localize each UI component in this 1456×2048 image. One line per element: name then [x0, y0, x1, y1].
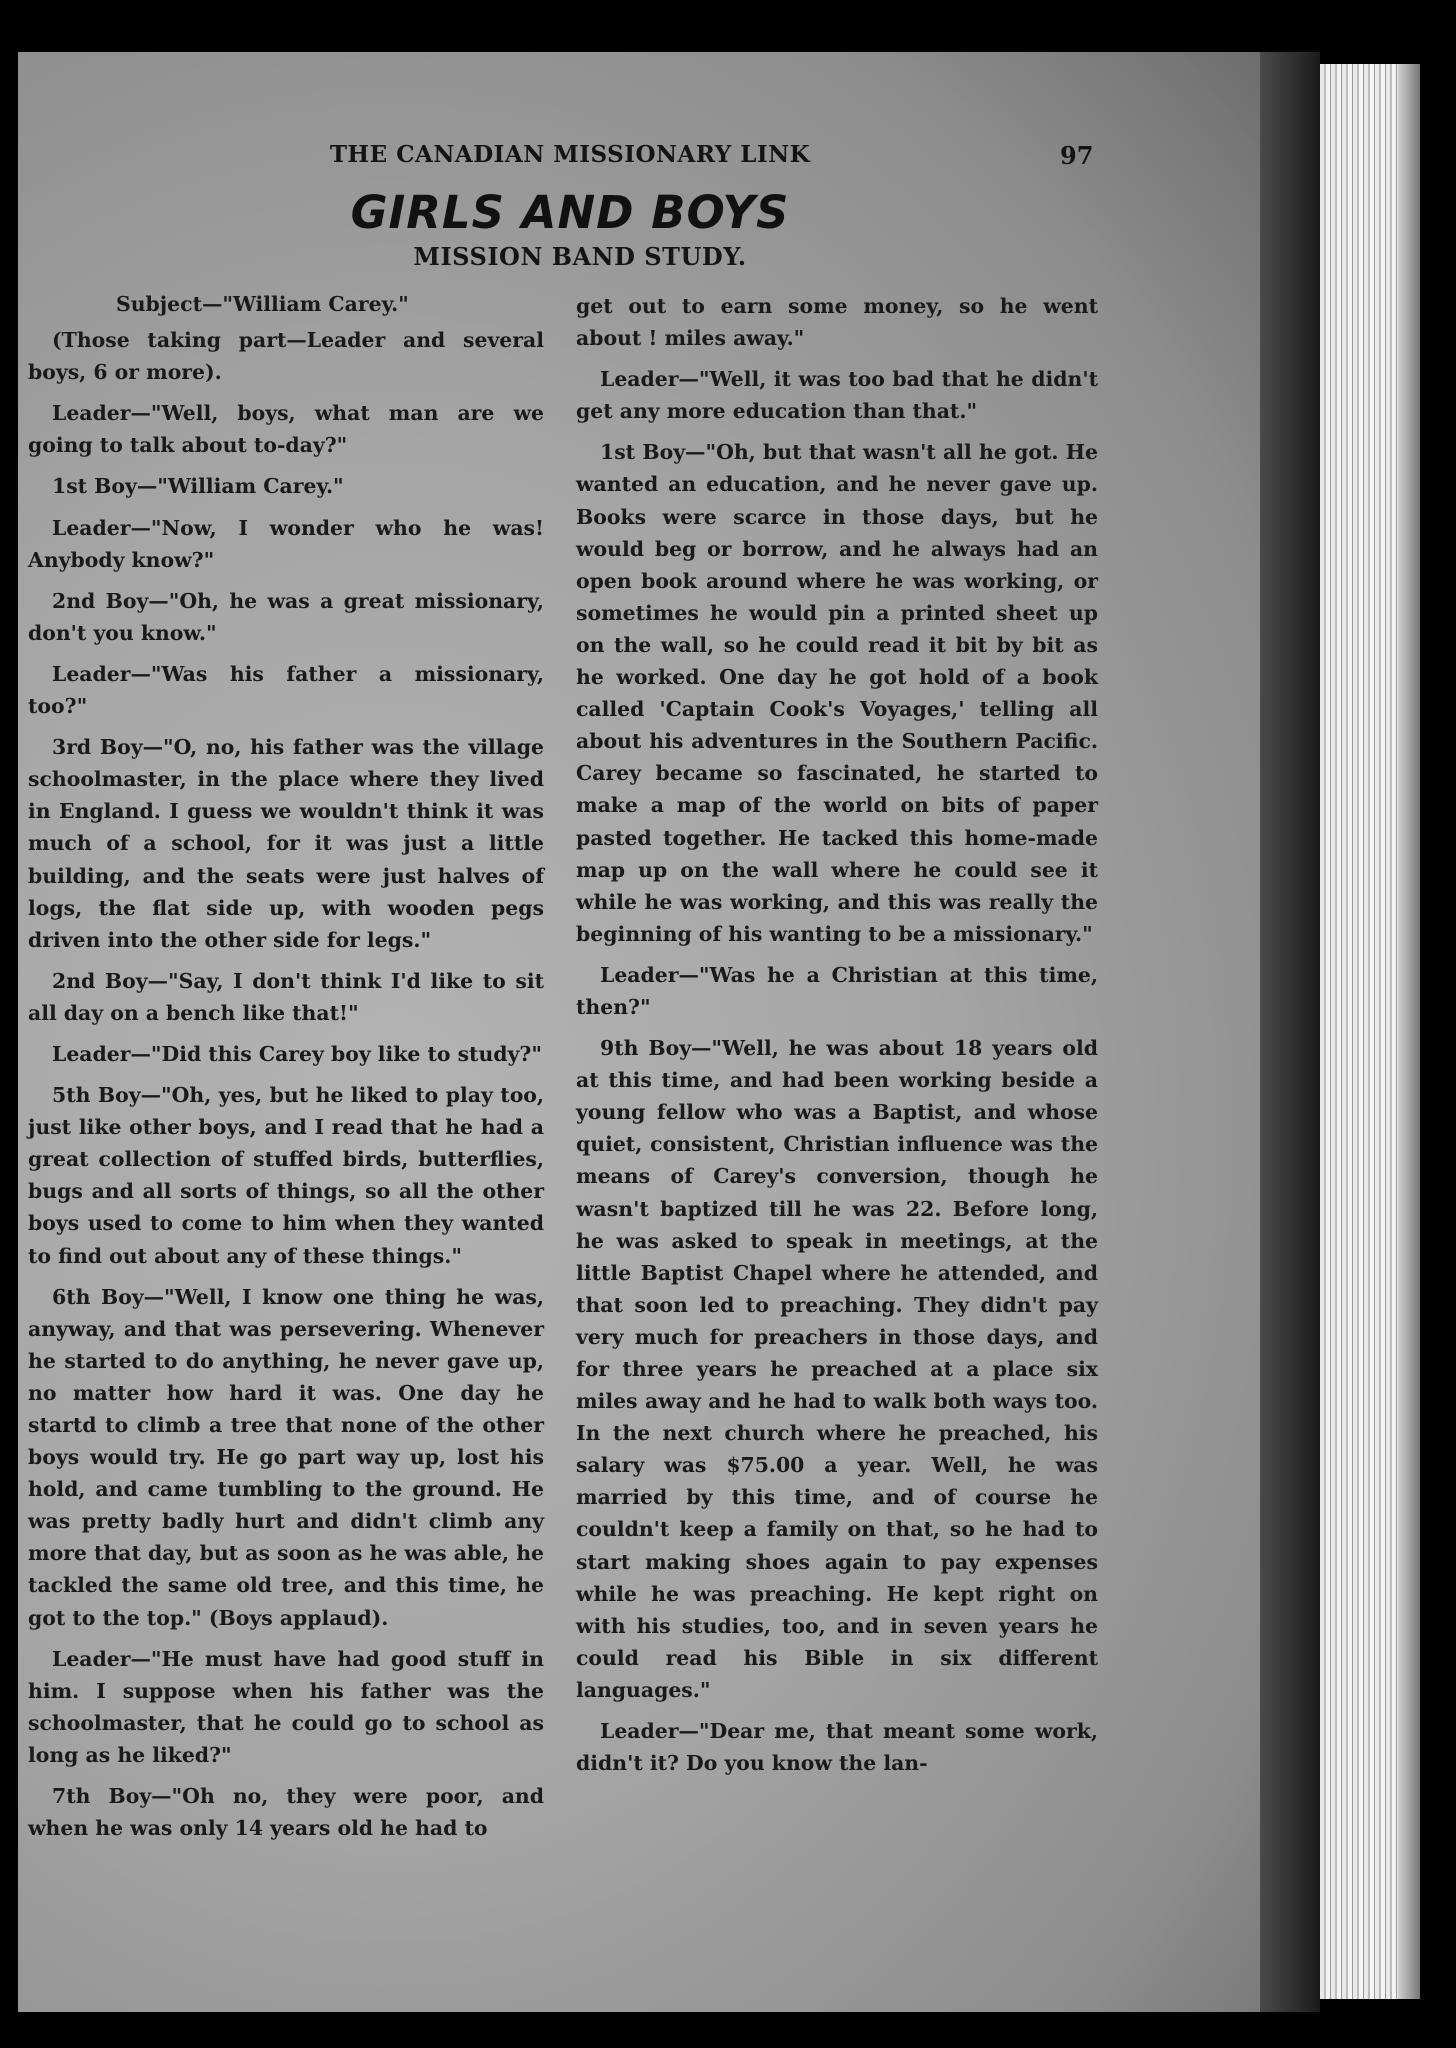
- paragraph: 7th Boy—"Oh no, they were poor, and when he was only 14 years old he had to: [28, 1784, 544, 1841]
- running-head: THE CANADIAN MISSIONARY LINK: [329, 141, 811, 168]
- paragraph: 3rd Boy—"O, no, his father was the village schoolmaster, in the place where they lived in England. I guess we wouldn't think it was much of a school, for it was just a little building, and the seats were just halves of logs, the flat side up, with wooden pegs driven into the other side for legs.": [28, 735, 544, 952]
- paragraph: Leader—"Was he a Christian at this time, then?": [576, 962, 1098, 1019]
- paragraph: Leader—"Was his father a missionary, too?": [28, 661, 544, 719]
- paragraph: 2nd Boy—"Oh, he was a great missionary, don't you know.": [28, 588, 544, 645]
- paragraph: Subject—"William Carey.": [116, 292, 409, 316]
- paragraph: Leader—"Did this Carey boy like to study?": [52, 1041, 542, 1066]
- paragraph: Leader—"He must have had good stuff in him. I suppose when his father was the schoolmaster, that he could go to school as long as he liked?": [28, 1646, 544, 1767]
- paragraph: 1st Boy—"Oh, but that wasn't all he got. He wanted an education, and he never gave up. Books were scarce in those days, but he would beg or borrow, and he always had an open book around where he was working, or sometimes he would pin a printed sheet up on the wall, so he could read it bit by bit as he worked. One day he got hold of a book called 'Captain Cook's Voyages,' telling all about his adventures in the Southern Pacific. Carey became so fascinated, he started to make a map of the world on bits of paper pasted together. He tacked this home-made map up on the wall where he could see it while he was working, and this was really the beginning of his wanting to be a missionary.": [576, 440, 1098, 946]
- paragraph: (Those taking part—Leader and several boys, 6 or more).: [28, 328, 544, 385]
- paragraph: Leader—"Dear me, that meant some work, didn't it? Do you know the lan-: [576, 1719, 1098, 1776]
- paragraph: 1st Boy—"William Carey.": [52, 474, 344, 499]
- section-subtitle: MISSION BAND STUDY.: [413, 242, 747, 271]
- paragraph: get out to earn some money, so he went about ! miles away.": [576, 294, 1098, 351]
- paragraph: Leader—"Well, boys, what man are we going to talk about to-day?": [28, 401, 544, 458]
- paragraph: 2nd Boy—"Say, I don't think I'd like to sit all day on a bench like that!": [28, 968, 544, 1025]
- paragraph: 5th Boy—"Oh, yes, but he liked to play too, just like other boys, and I read that he had a great collection of stuffed birds, butterflies, bugs and all sorts of things, so all the other boys used to come to him when they wanted to find out about any of these things.": [28, 1083, 544, 1268]
- paragraph: 9th Boy—"Well, he was about 18 years old at this time, and had been working beside a young fellow who was a Baptist, and whose quiet, consistent, Christian influence was the means of Carey's conversion, though he wasn't baptized till he was 22. Before long, he was asked to speak in meetings, at the little Baptist Chapel where he attended, and that soon led to preaching. They didn't pay very much for preachers in those days, and for three years he preached at a place six miles away and he had to walk both ways too. In the next church where he preached, his salary was $75.00 a year. Well, he was married by this time, and of course he couldn't keep a family on that, so he had to start making shoes again to pay expenses while he was preaching. He kept right on with his studies, too, and in seven years he could read his Bible in six different languages.": [576, 1036, 1098, 1702]
- paragraph: Leader—"Now, I wonder who he was! Anybody know?": [28, 515, 544, 572]
- page-gutter-shadow: [1260, 52, 1320, 2012]
- paragraph: 6th Boy—"Well, I know one thing he was, anyway, and that was persevering. Whenever he started to do anything, he never gave up, no matter how hard it was. One day he startd to climb a tree that none of the other boys would try. He go part way up, lost his hold, and came tumbling to the ground. He was pretty badly hurt and didn't climb any more that day, but as soon as he was able, he tackled the same old tree, and this time, he got to the top." (Boys applaud).: [28, 1284, 544, 1630]
- page-number: 97: [1060, 141, 1094, 170]
- book-spine: [1398, 64, 1420, 1999]
- right-column: [576, 290, 1098, 1779]
- left-column: [28, 288, 544, 1844]
- paragraph: Leader—"Well, it was too bad that he didn't get any more education than that.": [576, 367, 1098, 424]
- section-title: GIRLS AND BOYS: [350, 186, 790, 239]
- page-stack-edges: [1320, 64, 1398, 1999]
